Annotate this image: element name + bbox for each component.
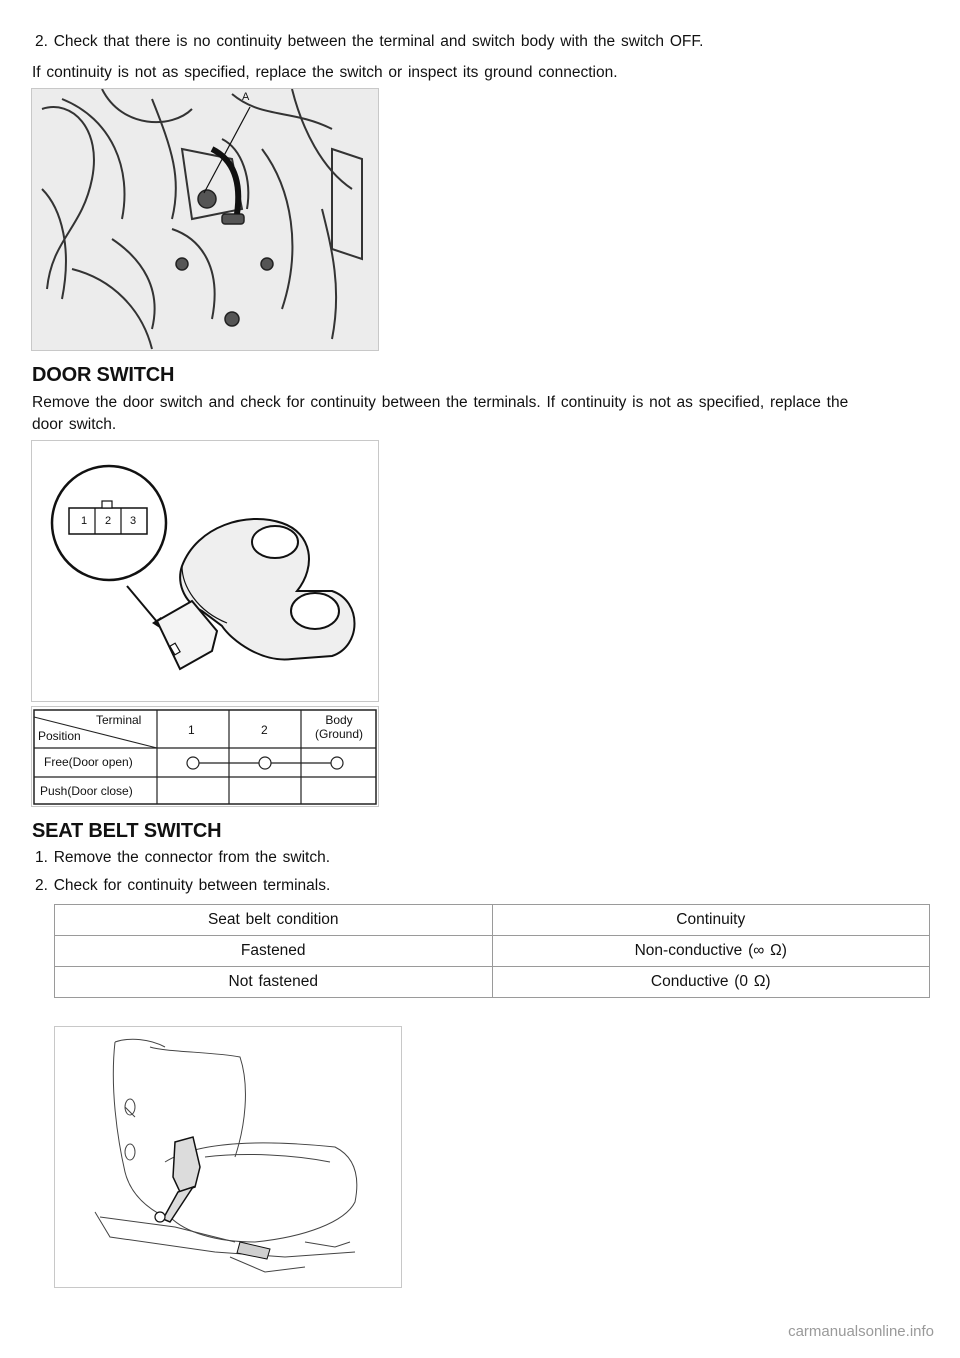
seat-belt-step-2: 2. Check for continuity between terminals.	[35, 877, 331, 894]
table-col-body-line2: (Ground)	[314, 727, 364, 741]
door-switch-continuity-table	[31, 706, 379, 807]
table-corner-position: Position	[38, 729, 81, 743]
connector-pin-3: 3	[130, 515, 137, 527]
cell-continuity: Conductive (0 Ω)	[492, 967, 930, 998]
switch-location-drawing	[32, 89, 378, 350]
door-switch-text-line2: door switch.	[32, 416, 117, 433]
header-continuity: Continuity	[492, 905, 930, 936]
table-col-body-line1: Body	[325, 713, 353, 727]
seat-belt-switch-figure	[54, 1026, 402, 1288]
table-col-2: 2	[261, 723, 268, 737]
connector-pin-2: 2	[105, 515, 112, 527]
door-switch-heading: DOOR SWITCH	[32, 364, 175, 386]
table-col-body	[302, 713, 376, 741]
watermark: carmanualsonline.info	[788, 1323, 934, 1340]
callout-a-label: A	[242, 91, 250, 103]
table-row-push: Push(Door close)	[40, 784, 133, 798]
step-2-text: 2. Check that there is no continuity between the terminal and switch body with the switch OFF.	[35, 33, 704, 50]
seat-belt-switch-heading: SEAT BELT SWITCH	[32, 820, 222, 842]
seat-drawing	[55, 1027, 401, 1287]
header-seat-belt-condition: Seat belt condition	[55, 905, 493, 936]
table-row	[55, 967, 930, 998]
table-row	[55, 936, 930, 967]
cell-continuity: Non-conductive (∞ Ω)	[492, 936, 930, 967]
cell-condition: Not fastened	[55, 967, 493, 998]
door-switch-figure	[31, 440, 379, 702]
cell-condition: Fastened	[55, 936, 493, 967]
door-switch-drawing	[32, 441, 378, 701]
switch-location-figure	[31, 88, 379, 351]
connector-pin-1: 1	[81, 515, 88, 527]
table-header-row	[55, 905, 930, 936]
table-col-1: 1	[188, 723, 195, 737]
table-corner-terminal: Terminal	[96, 713, 142, 727]
continuity-note: If continuity is not as specified, replace the switch or inspect its ground connection.	[32, 64, 618, 81]
table-row-free: Free(Door open)	[44, 755, 133, 769]
seat-belt-continuity-table	[54, 904, 930, 998]
door-switch-text-line1: Remove the door switch and check for continuity between the terminals. If continuity is not as specified, replace the	[32, 394, 849, 411]
seat-belt-step-1: 1. Remove the connector from the switch.	[35, 849, 331, 866]
